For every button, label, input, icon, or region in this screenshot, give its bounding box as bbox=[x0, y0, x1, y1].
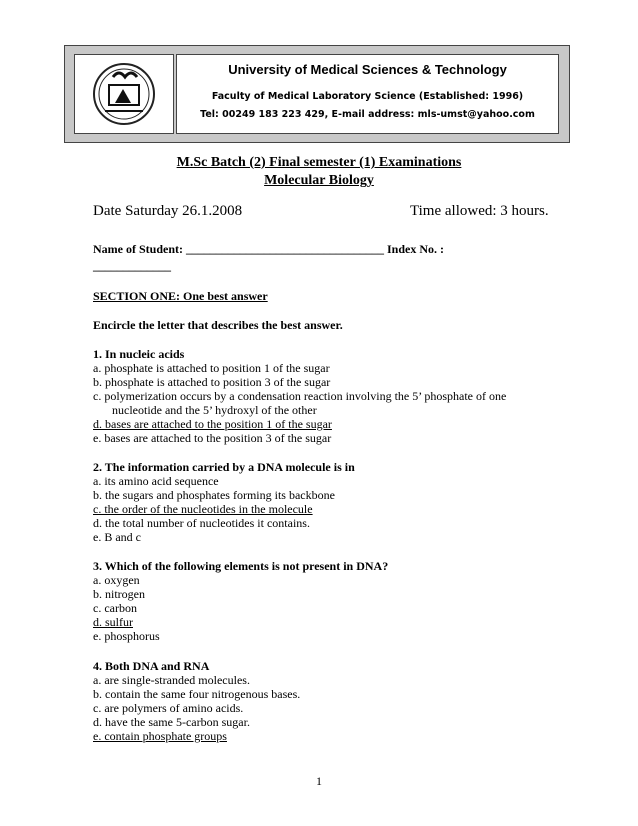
question-1-option-b: b. phosphate is attached to position 3 of the sugar bbox=[93, 375, 331, 389]
question-2-option-a: a. its amino acid sequence bbox=[93, 474, 219, 488]
question-4-option-b: b. contain the same four nitrogenous bases. bbox=[93, 687, 301, 701]
question-1-option-a: a. phosphate is attached to position 1 of the sugar bbox=[93, 361, 330, 375]
question-2-option-c: c. the order of the nucleotides in the molecule bbox=[93, 502, 313, 516]
exam-date: Date Saturday 26.1.2008 bbox=[93, 203, 243, 219]
question-3-option-d: d. sulfur bbox=[93, 615, 133, 629]
student-name-line: Name of Student: _________________________________ Index No. : bbox=[93, 242, 444, 256]
question-2-option-b: b. the sugars and phosphates forming its backbone bbox=[93, 488, 335, 502]
question-4-option-e: e. contain phosphate groups bbox=[93, 729, 227, 743]
question-3-option-a: a. oxygen bbox=[93, 573, 140, 587]
question-1-option-e: e. bases are attached to the position 3 of the sugar bbox=[93, 431, 332, 445]
question-3-option-c: c. carbon bbox=[93, 601, 137, 615]
index-blank: _____________ bbox=[93, 259, 171, 273]
contact-line: Tel: 00249 183 223 429, E-mail address: mls-umst@yahoo.com bbox=[200, 109, 535, 120]
question-3-option-b: b. nitrogen bbox=[93, 587, 145, 601]
faculty-line: Faculty of Medical Laboratory Science (Established: 1996) bbox=[211, 91, 524, 102]
page-number: 1 bbox=[316, 774, 322, 788]
question-2-option-d: d. the total number of nucleotides it contains. bbox=[93, 516, 310, 530]
question-3-stem: 3. Which of the following elements is not present in DNA? bbox=[93, 559, 389, 573]
question-1-stem: 1. In nucleic acids bbox=[93, 347, 185, 361]
question-4-stem: 4. Both DNA and RNA bbox=[93, 659, 210, 673]
question-2-option-e: e. B and c bbox=[93, 530, 141, 544]
question-1-option-c-cont: nucleotide and the 5’ hydroxyl of the other bbox=[112, 403, 317, 417]
university-logo bbox=[74, 54, 174, 134]
university-name: University of Medical Sciences & Technology bbox=[228, 62, 507, 77]
question-1-option-c: c. polymerization occurs by a condensation reaction involving the 5’ phosphate of one bbox=[93, 389, 507, 403]
time-allowed: Time allowed: 3 hours. bbox=[410, 203, 549, 219]
question-1-option-d: d. bases are attached to the position 1 of the sugar bbox=[93, 417, 332, 431]
question-2-stem: 2. The information carried by a DNA molecule is in bbox=[93, 460, 355, 474]
section-instruction: Encircle the letter that describes the best answer. bbox=[93, 318, 343, 332]
question-4-option-a: a. are single-stranded molecules. bbox=[93, 673, 250, 687]
question-4-option-d: d. have the same 5-carbon sugar. bbox=[93, 715, 250, 729]
question-3-option-e: e. phosphorus bbox=[93, 629, 160, 643]
question-4-option-c: c. are polymers of amino acids. bbox=[93, 701, 244, 715]
exam-subject: Molecular Biology bbox=[264, 173, 374, 188]
section-title: SECTION ONE: One best answer bbox=[93, 289, 268, 303]
exam-title: M.Sc Batch (2) Final semester (1) Examinations bbox=[176, 155, 462, 170]
